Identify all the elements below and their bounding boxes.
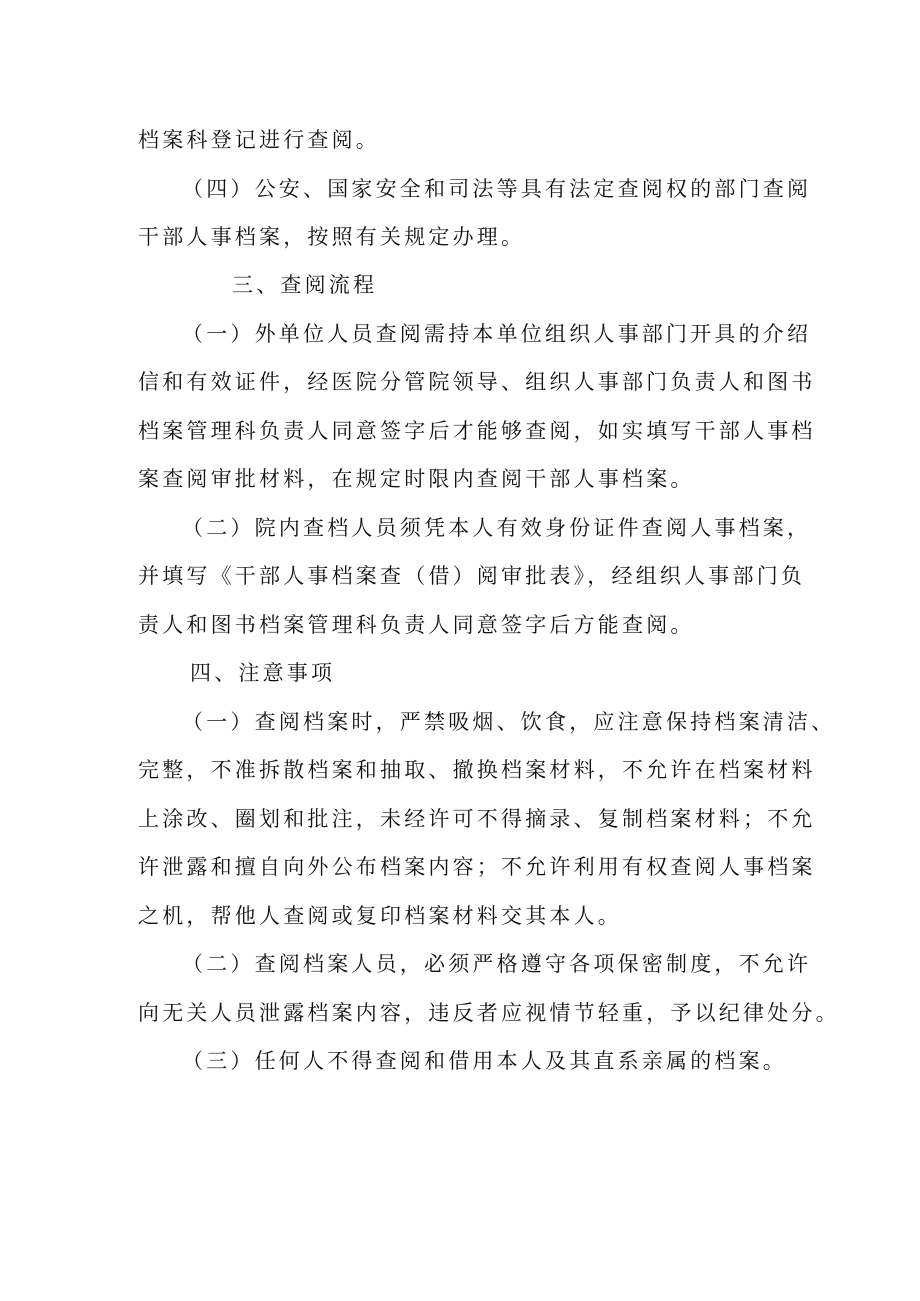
paragraph-line: 完整，不准拆散档案和抽取、撤换档案材料，不允许在档案材料 [138,758,816,782]
section-heading: 四、注意事项 [190,661,336,685]
paragraph-line: 干部人事档案，按照有关规定办理。 [138,225,526,249]
paragraph-line: 向无关人员泄露档案内容，违反者应视情节轻重，予以纪律处分。 [138,1001,840,1025]
paragraph-line: （二）查阅档案人员，必须严格遵守各项保密制度，不允许 [182,952,812,976]
paragraph-line: 并填写《干部人事档案查（借）阅审批表》，经组织人事部门负 [138,564,806,588]
paragraph-line: 案查阅审批材料，在规定时限内查阅干部人事档案。 [138,467,695,491]
paragraph-line: 责人和图书档案管理科负责人同意签字后方能查阅。 [138,613,695,637]
paragraph-line: 之机，帮他人查阅或复印档案材料交其本人。 [138,904,622,928]
paragraph-line: 档案科登记进行查阅。 [138,128,380,152]
paragraph-line: （三）任何人不得查阅和借用本人及其直系亲属的档案。 [182,1049,787,1073]
paragraph-line: 上涂改、圈划和批注，未经许可不得摘录、复制档案材料；不允 [138,807,816,831]
paragraph-line: （一）查阅档案时，严禁吸烟、饮食，应注意保持档案清洁、 [182,710,836,734]
paragraph-line: （四）公安、国家安全和司法等具有法定查阅权的部门查阅 [182,177,812,201]
paragraph-line: （二）院内查档人员须凭本人有效身份证件查阅人事档案， [182,516,812,540]
paragraph-line: （一）外单位人员查阅需持本单位组织人事部门开具的介绍 [182,322,812,346]
paragraph-line: 许泄露和擅自向外公布档案内容；不允许利用有权查阅人事档案 [138,855,816,879]
paragraph-line: 档案管理科负责人同意签字后才能够查阅，如实填写干部人事档 [138,419,816,443]
paragraph-line: 信和有效证件，经医院分管院领导、组织人事部门负责人和图书 [138,370,816,394]
section-heading: 三、查阅流程 [232,273,378,297]
